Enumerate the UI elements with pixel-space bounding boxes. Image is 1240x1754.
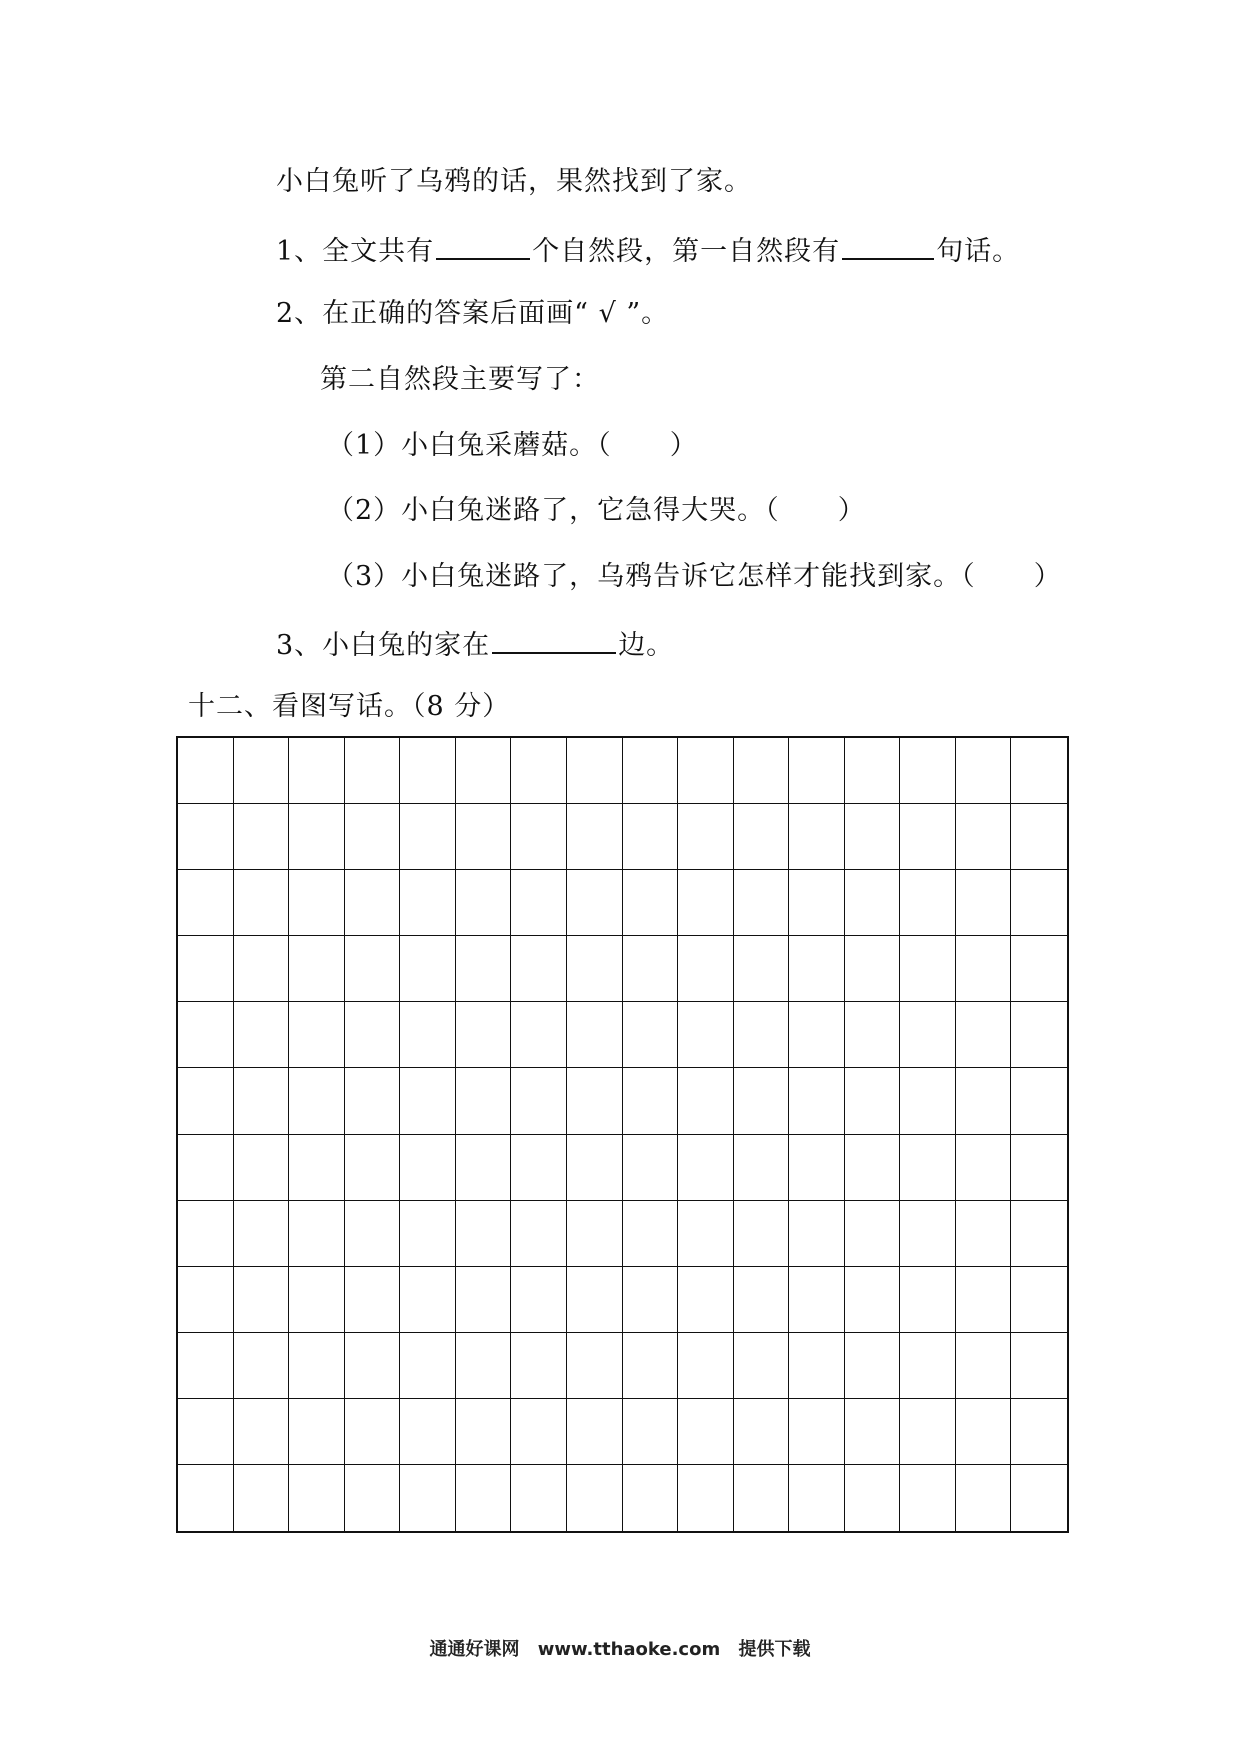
grid-cell[interactable] xyxy=(956,936,1012,1002)
grid-cell[interactable] xyxy=(178,1201,234,1267)
grid-cell[interactable] xyxy=(845,1333,901,1399)
grid-cell[interactable] xyxy=(567,1201,623,1267)
grid-cell[interactable] xyxy=(956,870,1012,936)
grid-cell[interactable] xyxy=(734,936,790,1002)
grid-cell[interactable] xyxy=(678,1399,734,1465)
grid-cell[interactable] xyxy=(789,1068,845,1134)
grid-cell[interactable] xyxy=(678,1135,734,1201)
grid-cell[interactable] xyxy=(678,1465,734,1531)
grid-cell[interactable] xyxy=(456,1201,512,1267)
grid-cell[interactable] xyxy=(900,1399,956,1465)
grid-cell[interactable] xyxy=(456,1135,512,1201)
grid-cell[interactable] xyxy=(567,870,623,936)
grid-cell[interactable] xyxy=(345,1267,401,1333)
grid-cell[interactable] xyxy=(734,1135,790,1201)
grid-cell[interactable] xyxy=(956,1135,1012,1201)
grid-cell[interactable] xyxy=(234,870,290,936)
grid-cell[interactable] xyxy=(1011,1135,1067,1201)
grid-cell[interactable] xyxy=(511,936,567,1002)
question-1-part2: 个自然段，第一自然段有 xyxy=(532,236,841,267)
grid-cell[interactable] xyxy=(289,870,345,936)
section-12-title: 十二、看图写话。（8 分） xyxy=(188,691,511,722)
grid-cell[interactable] xyxy=(289,738,345,804)
grid-cell[interactable] xyxy=(289,1002,345,1068)
grid-cell[interactable] xyxy=(289,1201,345,1267)
grid-cell[interactable] xyxy=(789,1333,845,1399)
grid-cell[interactable] xyxy=(623,1399,679,1465)
grid-cell[interactable] xyxy=(400,936,456,1002)
sentence-count-blank[interactable] xyxy=(842,232,934,260)
grid-cell[interactable] xyxy=(400,870,456,936)
grid-cell[interactable] xyxy=(845,738,901,804)
grid-cell[interactable] xyxy=(567,1002,623,1068)
grid-cell[interactable] xyxy=(623,1201,679,1267)
grid-cell[interactable] xyxy=(234,1002,290,1068)
grid-cell[interactable] xyxy=(1011,1201,1067,1267)
grid-cell[interactable] xyxy=(845,1201,901,1267)
grid-cell[interactable] xyxy=(956,804,1012,870)
grid-cell[interactable] xyxy=(956,1068,1012,1134)
grid-cell[interactable] xyxy=(789,738,845,804)
grid-cell[interactable] xyxy=(845,1267,901,1333)
grid-cell[interactable] xyxy=(234,804,290,870)
grid-cell[interactable] xyxy=(511,1135,567,1201)
grid-cell[interactable] xyxy=(900,1267,956,1333)
grid-cell[interactable] xyxy=(734,738,790,804)
grid-cell[interactable] xyxy=(234,738,290,804)
grid-cell[interactable] xyxy=(623,1002,679,1068)
grid-cell[interactable] xyxy=(400,1465,456,1531)
grid-cell[interactable] xyxy=(178,1267,234,1333)
grid-cell[interactable] xyxy=(734,1201,790,1267)
grid-cell[interactable] xyxy=(956,1333,1012,1399)
writing-grid[interactable] xyxy=(176,736,1069,1533)
grid-cell[interactable] xyxy=(234,1399,290,1465)
grid-cell[interactable] xyxy=(511,1399,567,1465)
option-3-close-paren: ） xyxy=(1033,561,1062,592)
grid-cell[interactable] xyxy=(400,1201,456,1267)
paragraph-count-blank[interactable] xyxy=(436,232,530,260)
grid-cell[interactable] xyxy=(345,870,401,936)
grid-cell[interactable] xyxy=(623,1267,679,1333)
grid-cell[interactable] xyxy=(734,870,790,936)
grid-cell[interactable] xyxy=(623,1333,679,1399)
grid-cell[interactable] xyxy=(234,1201,290,1267)
grid-cell[interactable] xyxy=(900,1201,956,1267)
grid-cell[interactable] xyxy=(789,1135,845,1201)
question-1-part3: 句话。 xyxy=(936,236,1021,267)
grid-cell[interactable] xyxy=(289,1267,345,1333)
grid-cell[interactable] xyxy=(567,738,623,804)
question-3-part2: 边。 xyxy=(618,630,675,661)
option-1-text: （1）小白兔采蘑菇。（ xyxy=(327,430,612,461)
grid-cell[interactable] xyxy=(789,804,845,870)
grid-cell[interactable] xyxy=(900,1135,956,1201)
grid-cell[interactable] xyxy=(178,1068,234,1134)
grid-cell[interactable] xyxy=(1011,1465,1067,1531)
grid-cell[interactable] xyxy=(789,870,845,936)
grid-cell[interactable] xyxy=(900,1002,956,1068)
grid-cell[interactable] xyxy=(1011,1068,1067,1134)
grid-cell[interactable] xyxy=(678,1068,734,1134)
grid-cell[interactable] xyxy=(289,1333,345,1399)
grid-cell[interactable] xyxy=(178,804,234,870)
grid-cell[interactable] xyxy=(456,1399,512,1465)
grid-cell[interactable] xyxy=(1011,1333,1067,1399)
grid-cell[interactable] xyxy=(845,1002,901,1068)
grid-cell[interactable] xyxy=(845,1135,901,1201)
grid-cell[interactable] xyxy=(456,1465,512,1531)
grid-cell[interactable] xyxy=(623,1068,679,1134)
grid-cell[interactable] xyxy=(289,1068,345,1134)
grid-cell[interactable] xyxy=(734,1465,790,1531)
grid-cell[interactable] xyxy=(678,738,734,804)
footer-suffix: 提供下载 xyxy=(738,1639,811,1660)
grid-cell[interactable] xyxy=(900,870,956,936)
grid-cell[interactable] xyxy=(1011,1002,1067,1068)
question-3 xyxy=(276,626,674,663)
grid-cell[interactable] xyxy=(289,936,345,1002)
grid-cell[interactable] xyxy=(1011,936,1067,1002)
grid-cell[interactable] xyxy=(289,804,345,870)
grid-cell[interactable] xyxy=(900,1068,956,1134)
grid-cell[interactable] xyxy=(678,1333,734,1399)
grid-cell[interactable] xyxy=(234,1068,290,1134)
grid-cell[interactable] xyxy=(900,804,956,870)
grid-cell[interactable] xyxy=(511,1002,567,1068)
grid-cell[interactable] xyxy=(456,738,512,804)
option-2-text: （2）小白兔迷路了，它急得大哭。（ xyxy=(327,495,780,526)
grid-cell[interactable] xyxy=(234,1135,290,1201)
grid-cell[interactable] xyxy=(845,804,901,870)
grid-cell[interactable] xyxy=(623,870,679,936)
grid-cell[interactable] xyxy=(567,936,623,1002)
grid-cell[interactable] xyxy=(789,1002,845,1068)
grid-cell[interactable] xyxy=(400,1135,456,1201)
grid-cell[interactable] xyxy=(400,1333,456,1399)
grid-cell[interactable] xyxy=(567,1333,623,1399)
footer-url[interactable]: www.tthaoke.com xyxy=(537,1639,721,1660)
grid-cell[interactable] xyxy=(734,1267,790,1333)
home-location-blank[interactable] xyxy=(492,626,616,654)
grid-cell[interactable] xyxy=(845,1465,901,1531)
grid-cell[interactable] xyxy=(678,1267,734,1333)
grid-cell[interactable] xyxy=(178,1465,234,1531)
question-1 xyxy=(276,232,1020,269)
option-2-close-paren: ） xyxy=(837,495,866,526)
question-2-intro: 第二自然段主要写了： xyxy=(320,364,600,395)
grid-cell[interactable] xyxy=(845,1399,901,1465)
grid-cell[interactable] xyxy=(1011,1399,1067,1465)
grid-cell[interactable] xyxy=(178,1002,234,1068)
grid-cell[interactable] xyxy=(400,1002,456,1068)
grid-cell[interactable] xyxy=(678,804,734,870)
grid-cell[interactable] xyxy=(234,1333,290,1399)
grid-cell[interactable] xyxy=(956,738,1012,804)
grid-cell[interactable] xyxy=(789,1267,845,1333)
grid-cell[interactable] xyxy=(289,1465,345,1531)
grid-cell[interactable] xyxy=(345,1135,401,1201)
grid-cell[interactable] xyxy=(178,1333,234,1399)
question-3-part1: 3、小白兔的家在 xyxy=(276,630,491,661)
grid-cell[interactable] xyxy=(845,936,901,1002)
option-3-text: （3）小白兔迷路了，乌鸦告诉它怎样才能找到家。（ xyxy=(327,561,976,592)
grid-cell[interactable] xyxy=(567,804,623,870)
grid-cell[interactable] xyxy=(845,870,901,936)
grid-cell[interactable] xyxy=(511,1333,567,1399)
grid-cell[interactable] xyxy=(956,1267,1012,1333)
grid-cell[interactable] xyxy=(456,1068,512,1134)
grid-cell[interactable] xyxy=(956,1002,1012,1068)
grid-cell[interactable] xyxy=(178,870,234,936)
grid-cell[interactable] xyxy=(900,1333,956,1399)
grid-cell[interactable] xyxy=(345,804,401,870)
grid-cell[interactable] xyxy=(900,1465,956,1531)
grid-cell[interactable] xyxy=(623,936,679,1002)
grid-cell[interactable] xyxy=(178,1399,234,1465)
grid-cell[interactable] xyxy=(623,738,679,804)
grid-cell[interactable] xyxy=(567,1465,623,1531)
grid-cell[interactable] xyxy=(1011,870,1067,936)
grid-cell[interactable] xyxy=(845,1068,901,1134)
grid-cell[interactable] xyxy=(567,1399,623,1465)
grid-cell[interactable] xyxy=(511,870,567,936)
grid-cell[interactable] xyxy=(400,1399,456,1465)
grid-cell[interactable] xyxy=(511,1465,567,1531)
grid-cell[interactable] xyxy=(1011,738,1067,804)
question-1-part1: 1、全文共有 xyxy=(276,236,435,267)
grid-cell[interactable] xyxy=(734,1333,790,1399)
grid-cell[interactable] xyxy=(734,1068,790,1134)
grid-cell[interactable] xyxy=(511,1267,567,1333)
grid-cell[interactable] xyxy=(956,1399,1012,1465)
grid-cell[interactable] xyxy=(623,1135,679,1201)
grid-cell[interactable] xyxy=(345,1399,401,1465)
grid-cell[interactable] xyxy=(734,1399,790,1465)
grid-cell[interactable] xyxy=(400,738,456,804)
grid-cell[interactable] xyxy=(178,936,234,1002)
grid-cell[interactable] xyxy=(345,936,401,1002)
grid-cell[interactable] xyxy=(178,738,234,804)
footer-site-name: 通通好课网 xyxy=(429,1639,520,1660)
footer xyxy=(0,1635,1240,1661)
grid-cell[interactable] xyxy=(511,1201,567,1267)
grid-cell[interactable] xyxy=(900,936,956,1002)
grid-cell[interactable] xyxy=(400,804,456,870)
grid-cell[interactable] xyxy=(567,1267,623,1333)
grid-cell[interactable] xyxy=(234,936,290,1002)
grid-cell[interactable] xyxy=(956,1465,1012,1531)
grid-cell[interactable] xyxy=(1011,804,1067,870)
grid-cell[interactable] xyxy=(345,738,401,804)
grid-cell[interactable] xyxy=(678,936,734,1002)
grid-cell[interactable] xyxy=(456,1333,512,1399)
grid-cell[interactable] xyxy=(234,1465,290,1531)
grid-cell[interactable] xyxy=(345,1068,401,1134)
grid-cell[interactable] xyxy=(289,1399,345,1465)
grid-cell[interactable] xyxy=(623,1465,679,1531)
grid-cell[interactable] xyxy=(400,1267,456,1333)
grid-cell[interactable] xyxy=(734,804,790,870)
grid-cell[interactable] xyxy=(456,1267,512,1333)
grid-cell[interactable] xyxy=(400,1068,456,1134)
grid-cell[interactable] xyxy=(900,738,956,804)
grid-cell[interactable] xyxy=(789,1465,845,1531)
grid-cell[interactable] xyxy=(178,1135,234,1201)
option-1-close-paren: ） xyxy=(669,430,698,461)
grid-cell[interactable] xyxy=(567,1068,623,1134)
grid-cell[interactable] xyxy=(623,804,679,870)
grid-cell[interactable] xyxy=(789,1201,845,1267)
option-2 xyxy=(327,494,866,528)
option-3 xyxy=(327,560,1062,594)
passage-last-line: 小白兔听了乌鸦的话，果然找到了家。 xyxy=(276,166,752,197)
grid-cell[interactable] xyxy=(289,1135,345,1201)
grid-cell[interactable] xyxy=(678,1201,734,1267)
grid-cell[interactable] xyxy=(678,870,734,936)
grid-cell[interactable] xyxy=(511,804,567,870)
grid-cell[interactable] xyxy=(345,1333,401,1399)
grid-cell[interactable] xyxy=(345,1002,401,1068)
grid-cell[interactable] xyxy=(511,1068,567,1134)
grid-cell[interactable] xyxy=(1011,1267,1067,1333)
grid-cell[interactable] xyxy=(789,936,845,1002)
grid-cell[interactable] xyxy=(456,870,512,936)
grid-cell[interactable] xyxy=(567,1135,623,1201)
grid-cell[interactable] xyxy=(956,1201,1012,1267)
grid-cell[interactable] xyxy=(456,936,512,1002)
grid-cell[interactable] xyxy=(456,804,512,870)
grid-cell[interactable] xyxy=(345,1465,401,1531)
grid-cell[interactable] xyxy=(234,1267,290,1333)
grid-cell[interactable] xyxy=(456,1002,512,1068)
option-1 xyxy=(327,429,698,463)
grid-cell[interactable] xyxy=(511,738,567,804)
grid-cell[interactable] xyxy=(345,1201,401,1267)
question-2-stem: 2、在正确的答案后面画“ √ ”。 xyxy=(276,298,670,329)
grid-cell[interactable] xyxy=(678,1002,734,1068)
grid-cell[interactable] xyxy=(734,1002,790,1068)
grid-cell[interactable] xyxy=(789,1399,845,1465)
